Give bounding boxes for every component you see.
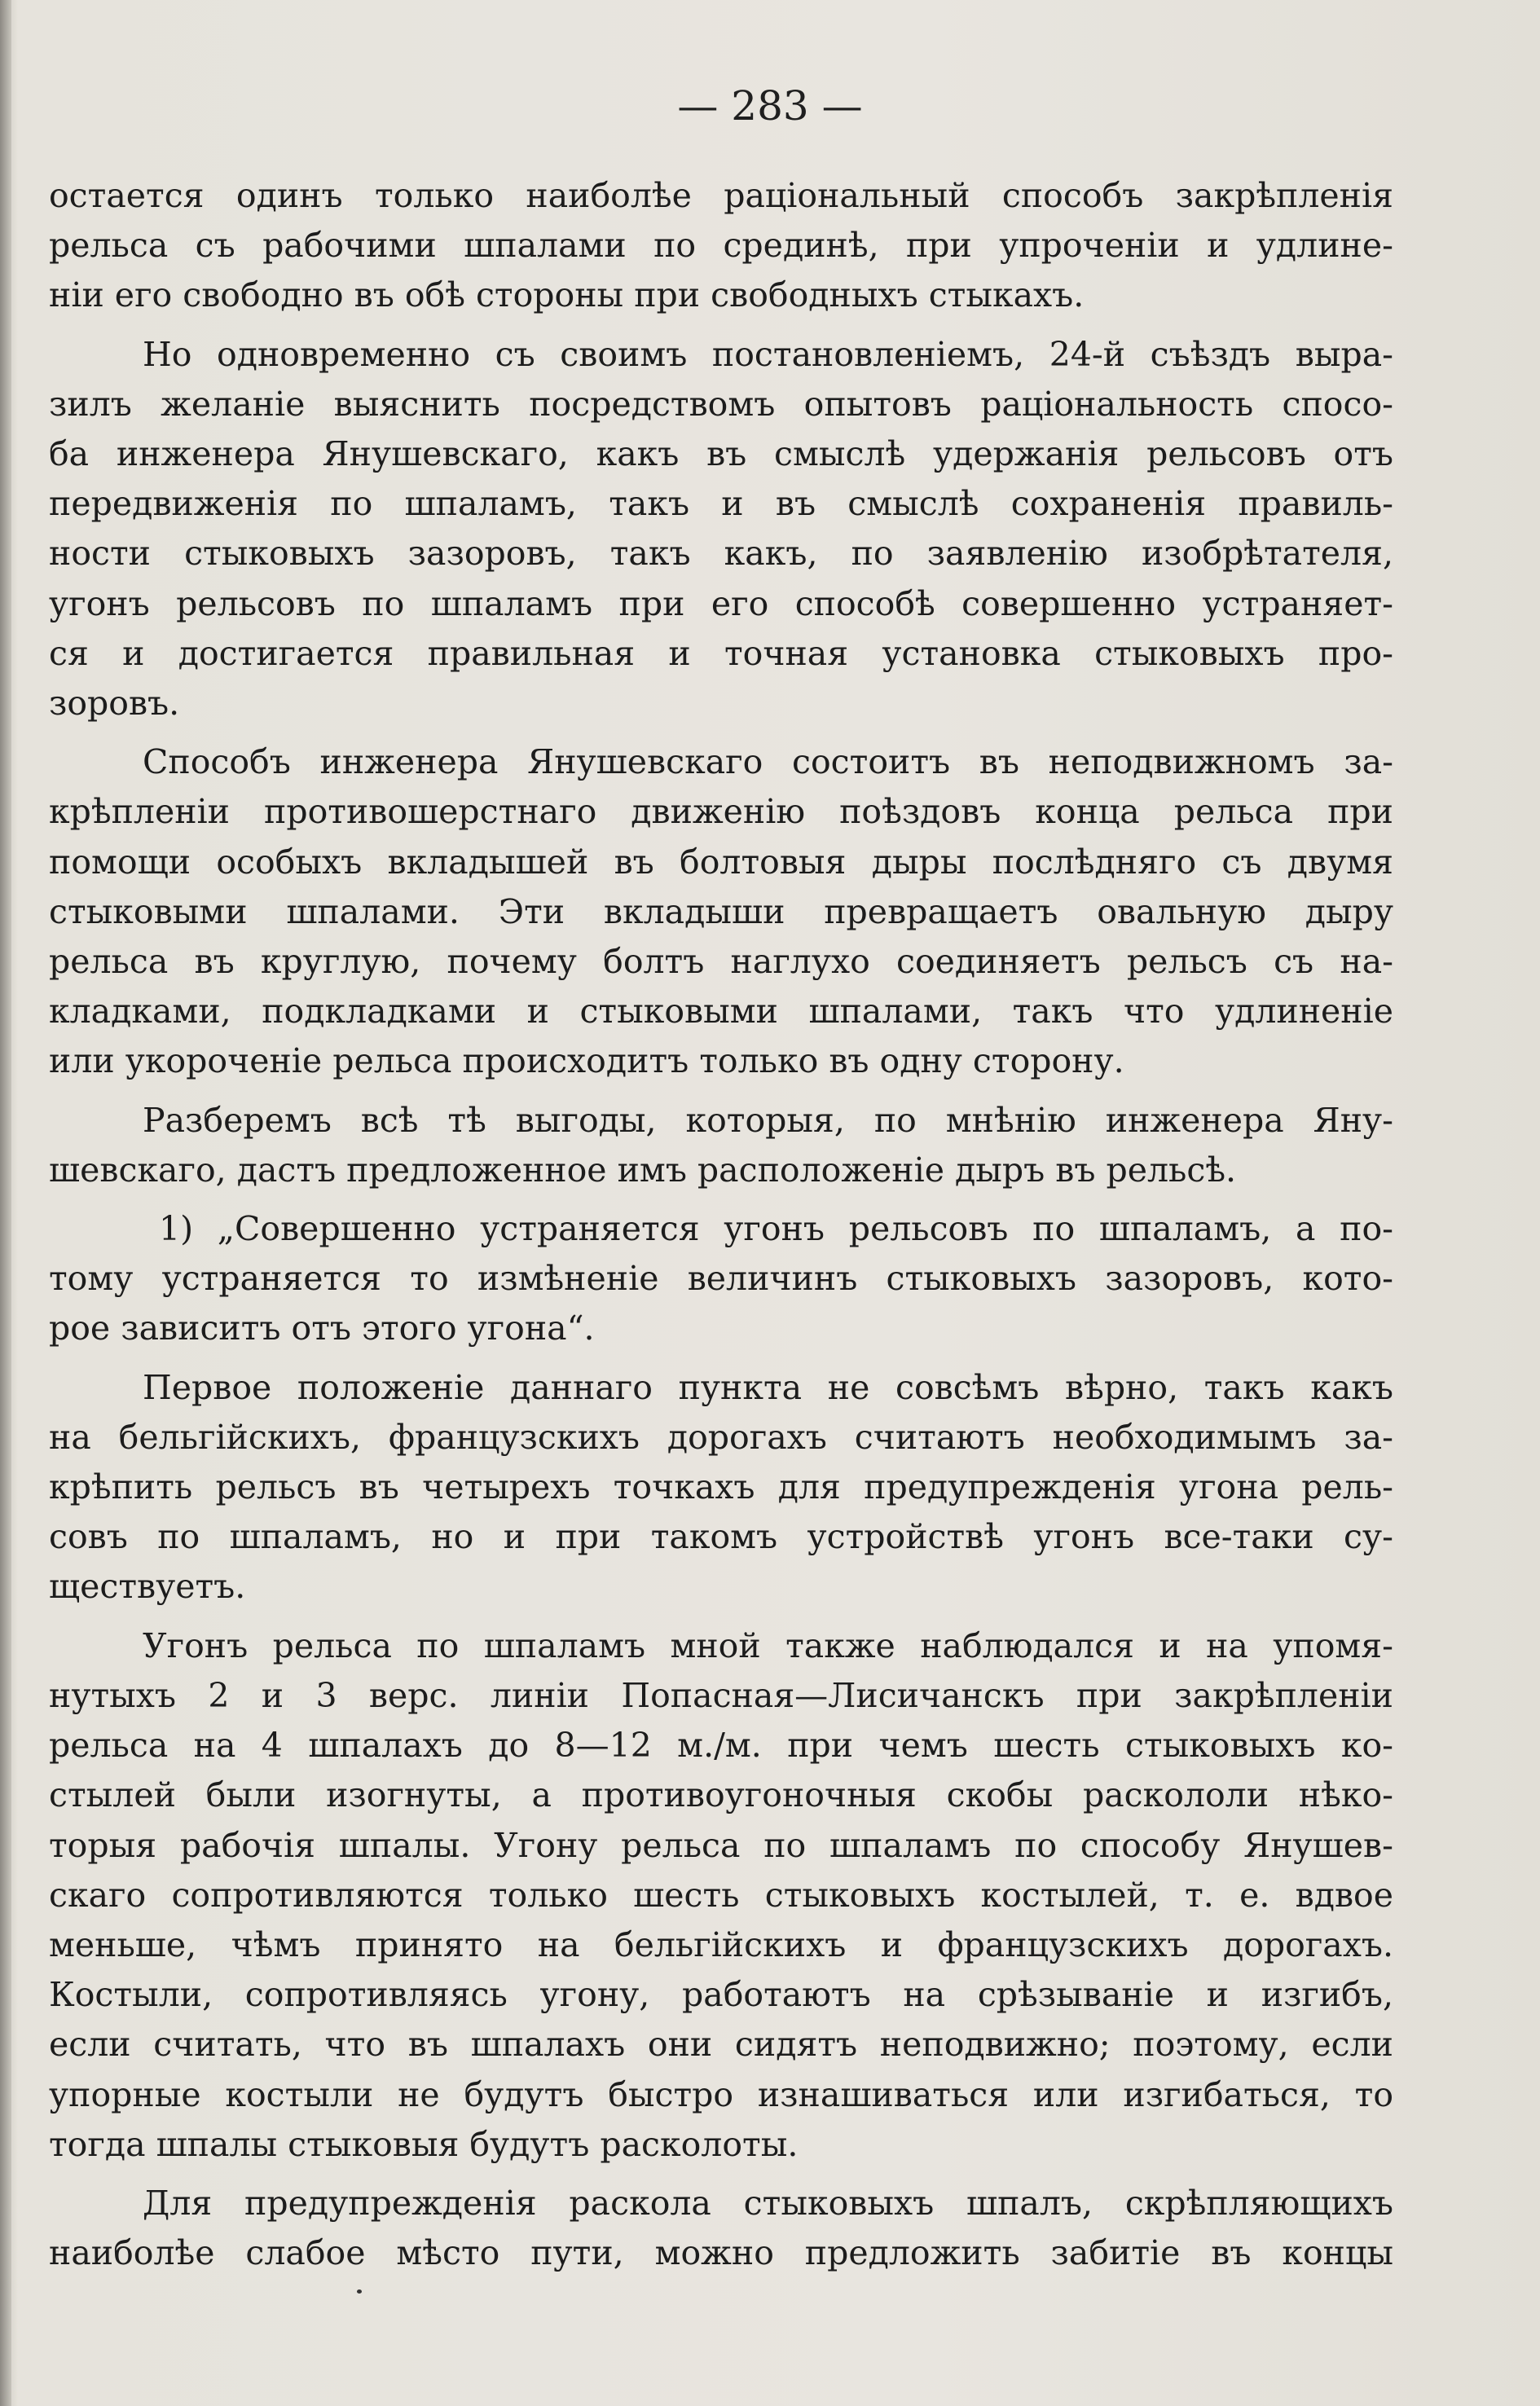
text-line: рельса съ рабочими шпалами по срединѣ, при упроченіи и удлине- <box>49 226 1393 266</box>
text-line: кладками, подкладками и стыковыми шпалами, такъ что удлиненіе <box>49 992 1393 1031</box>
paragraph-7 <box>49 1621 1393 2170</box>
text-line: угонъ рельсовъ по шпаламъ при его способѣ совершенно устраняет- <box>49 583 1393 623</box>
text-line: зоровъ. <box>49 684 180 724</box>
text-line: ности стыковыхъ зазоровъ, такъ какъ, по заявленію изобрѣтателя, <box>49 534 1393 574</box>
paragraph-2 <box>49 330 1393 729</box>
paragraph-8 <box>49 2179 1393 2278</box>
text-line: скаго сопротивляются только шесть стыковыхъ костылей, т. е. вдвое <box>49 1875 1393 1915</box>
text-line: 1) „Совершенно устраняется угонъ рельсовъ по шпаламъ, а по- <box>159 1209 1393 1249</box>
text-line: упорные костыли не будутъ быстро изнашиваться или изгибаться, то <box>49 2074 1393 2114</box>
ink-speck <box>357 2289 362 2294</box>
text-line: если считать, что въ шпалахъ они сидятъ неподвижно; поэтому, если <box>49 2025 1393 2065</box>
text-line: ществуетъ. <box>49 1567 246 1607</box>
text-line: Угонъ рельса по шпаламъ мной также наблюдался и на упомя- <box>143 1625 1393 1665</box>
text-line: стыковыми шпалами. Эти вкладыши превращаетъ овальную дыру <box>49 891 1393 931</box>
paragraph-3 <box>49 737 1393 1086</box>
text-line: тогда шпалы стыковыя будутъ расколоты. <box>49 2124 799 2164</box>
text-line: рельса на 4 шпалахъ до 8—12 м./м. при чемъ шесть стыковыхъ ко- <box>49 1726 1393 1766</box>
page-number: — 283 — <box>677 82 863 130</box>
text-line: рельса въ круглую, почему болтъ наглухо соединяетъ рельсъ съ на- <box>49 942 1393 982</box>
paragraph-5 <box>49 1204 1393 1354</box>
text-line: ніи его свободно въ обѣ стороны при свободныхъ стыкахъ. <box>49 275 1085 315</box>
text-line: помощи особыхъ вкладышей въ болтовыя дыры послѣдняго съ двумя <box>49 842 1393 882</box>
paragraph-1 <box>49 171 1393 321</box>
paragraph-4 <box>49 1096 1393 1195</box>
text-line: ся и достигается правильная и точная установка стыковыхъ про- <box>49 633 1393 673</box>
text-line: передвиженія по шпаламъ, такъ и въ смыслѣ сохраненія правиль- <box>49 484 1393 524</box>
text-line: ба инженера Янушевскаго, какъ въ смыслѣ удержанія рельсовъ отъ <box>49 434 1393 474</box>
text-line: тому устраняется то измѣненіе величинъ стыковыхъ зазоровъ, кото- <box>49 1259 1393 1299</box>
text-line: меньше, чѣмъ принято на бельгійскихъ и французскихъ дорогахъ. <box>49 1924 1393 1964</box>
text-line: или укороченіе рельса происходитъ только въ одну сторону. <box>49 1041 1124 1081</box>
text-line: шевскаго, дастъ предложенное имъ расположеніе дыръ въ рельсѣ. <box>49 1150 1237 1190</box>
text-line: крѣпленіи противошерстнаго движенію поѣздовъ конца рельса при <box>49 792 1393 832</box>
text-line: на бельгійскихъ, французскихъ дорогахъ считаютъ необходимымъ за- <box>49 1417 1393 1457</box>
text-line: совъ по шпаламъ, но и при такомъ устройствѣ угонъ все-таки су- <box>49 1517 1393 1557</box>
text-line: стылей были изогнуты, а противоугоночныя скобы раскололи нѣко- <box>49 1775 1393 1815</box>
text-line: торыя рабочія шпалы. Угону рельса по шпаламъ по способу Янушев- <box>49 1825 1393 1865</box>
text-line: рое зависитъ отъ этого угона“. <box>49 1309 595 1348</box>
text-line: Разберемъ всѣ тѣ выгоды, которыя, по мнѣнію инженера Яну- <box>143 1100 1393 1140</box>
text-line: зилъ желаніе выяснить посредствомъ опытовъ раціональность спосо- <box>49 384 1393 424</box>
text-line: Но одновременно съ своимъ постановленіемъ, 24-й съѣздъ выра- <box>143 334 1393 374</box>
body-text <box>49 171 1393 2278</box>
text-line: Костыли, сопротивляясь угону, работаютъ на срѣзываніе и изгибъ, <box>49 1975 1393 2015</box>
paragraph-6 <box>49 1363 1393 1612</box>
text-line: Для предупрежденія раскола стыковыхъ шпалъ, скрѣпляющихъ <box>143 2183 1393 2223</box>
text-line: Первое положеніе даннаго пункта не совсѣмъ вѣрно, такъ какъ <box>143 1367 1393 1407</box>
book-gutter <box>0 0 11 2406</box>
text-line: наиболѣе слабое мѣсто пути, можно предложить забитіе въ концы <box>49 2233 1393 2273</box>
text-line: остается одинъ только наиболѣе раціональный способъ закрѣпленія <box>49 176 1393 215</box>
text-line: нутыхъ 2 и 3 верс. линіи Попасная—Лисичанскъ при закрѣпленіи <box>49 1675 1393 1715</box>
text-line: Способъ инженера Янушевскаго состоитъ въ неподвижномъ за- <box>143 742 1393 782</box>
text-line: крѣпить рельсъ въ четырехъ точкахъ для предупрежденія угона рель- <box>49 1467 1393 1507</box>
